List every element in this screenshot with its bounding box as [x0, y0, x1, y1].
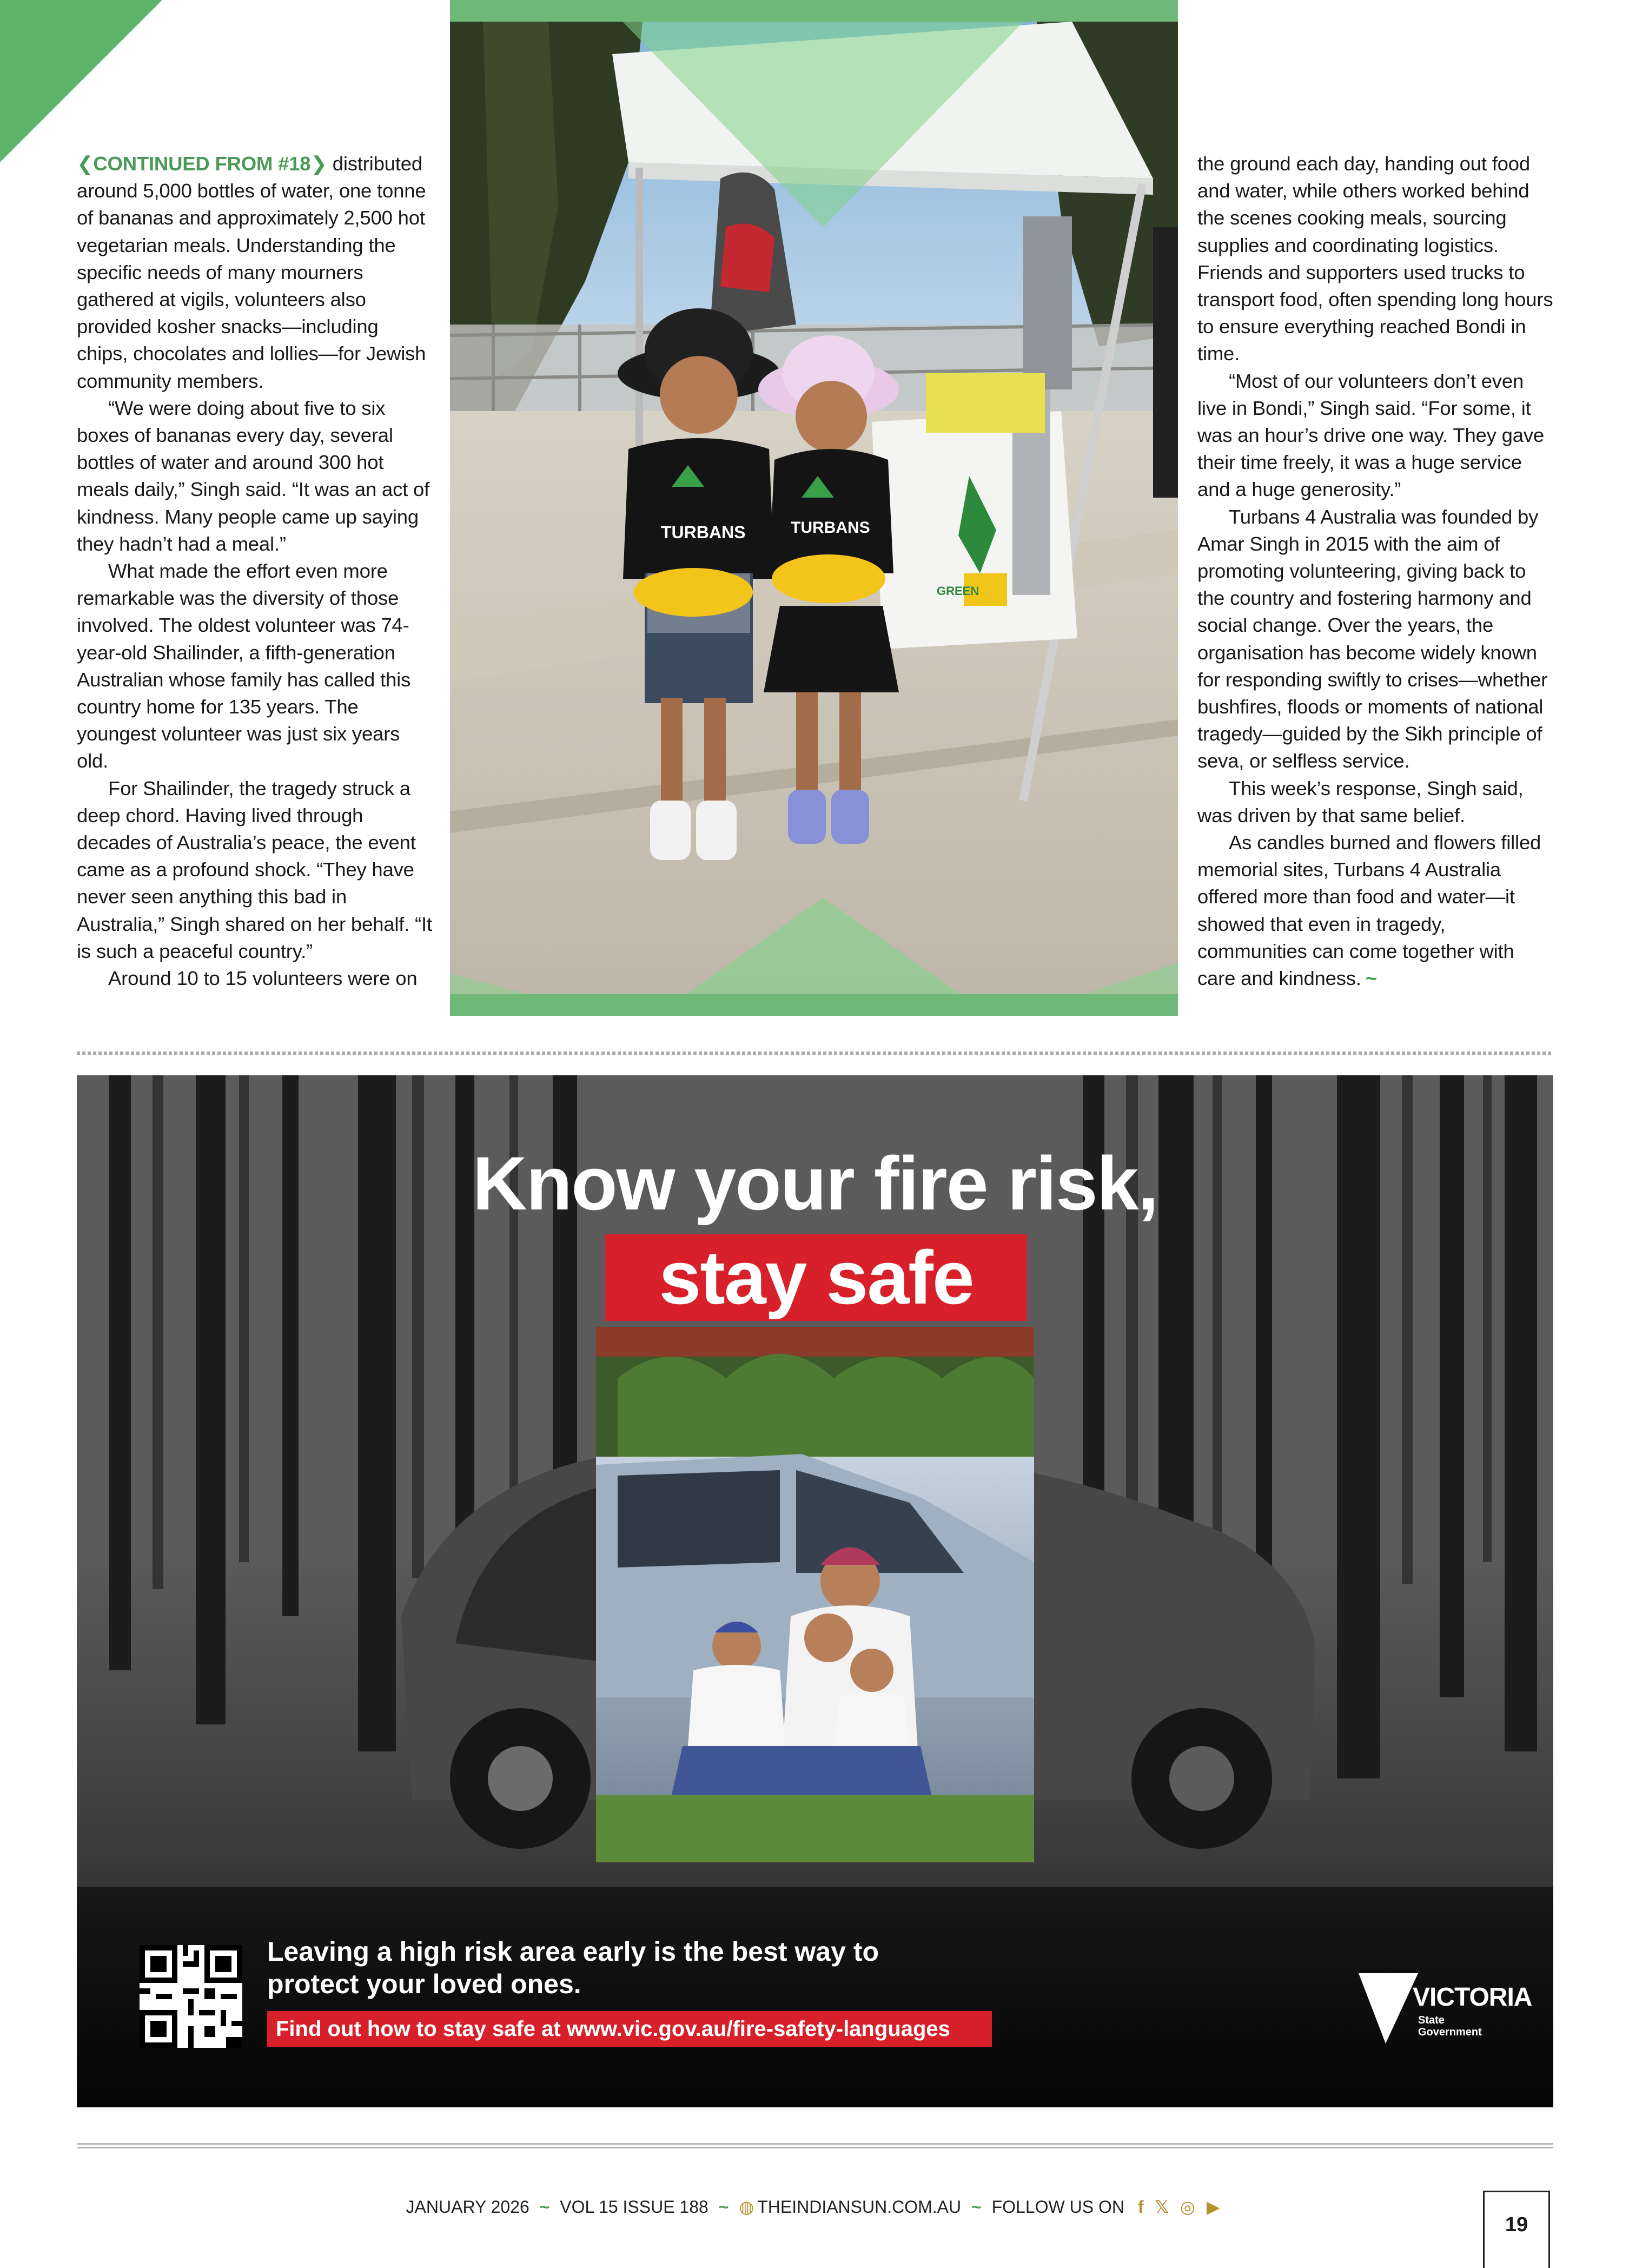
- footer-website-link[interactable]: THEINDIANSUN.COM.AU: [757, 2197, 962, 2217]
- page-footer: [0, 2196, 1629, 2218]
- ad-website-link[interactable]: Find out how to stay safe at www.vic.gov.au/fire-safety-languages: [276, 2017, 950, 2041]
- page-number-box: [1483, 2191, 1550, 2268]
- continued-from-label: ❮CONTINUED FROM #18❯: [77, 153, 327, 175]
- article-column-left: [77, 150, 434, 992]
- fire-safety-advertisement[interactable]: [77, 1075, 1553, 2107]
- article-paragraph: the ground each day, handing out food and water, while others worked behind the scenes cooking meals, sourcing supplies and coordinating logistics. Friends and supporters used trucks to transport food, often spending long hours to ensure everything reached Bondi in time.: [1197, 153, 1553, 365]
- article-paragraph: For Shailinder, the tragedy struck a deep chord. Having lived through decades of Australia’s peace, the event came as a profound shock. “They have never seen anything this bad in Australia,” Singh shared on her behalf. “It is such a peaceful country.”: [77, 777, 432, 962]
- globe-icon: ◍: [739, 2197, 754, 2217]
- separator-icon: ~: [718, 2197, 729, 2217]
- article-paragraph: This week’s response, Singh said, was driven by that same belief.: [1197, 777, 1524, 826]
- article-paragraph: Around 10 to 15 volunteers were on: [108, 967, 418, 990]
- article-column-right: [1197, 150, 1554, 992]
- article-paragraph: “We were doing about five to six boxes of bananas every day, several bottles of water and around 300 hot meals daily,” Singh said. “It was an act of kindness. Many people came up saying they hadn’t had a meal.”: [77, 396, 430, 555]
- footer-issue: VOL 15 ISSUE 188: [560, 2197, 708, 2217]
- x-twitter-icon[interactable]: 𝕏: [1155, 2197, 1169, 2217]
- youtube-icon[interactable]: ▶: [1206, 2197, 1220, 2217]
- article-paragraph: As candles burned and flowers filled memorial sites, Turbans 4 Australia offered more than food and water—it showed that even in tragedy, communities can come together with care and kindness. ~: [1197, 831, 1541, 990]
- page-number: 19: [1505, 2213, 1528, 2236]
- article-paragraph: “Most of our volunteers don’t even live in Bondi,” Singh said. “For some, it was an hour’s drive one way. They gave their time freely, it was a huge service and a huge generosity.”: [1197, 369, 1544, 501]
- end-mark-icon: ~: [1365, 967, 1377, 990]
- shirt-text-right: TURBANS: [791, 519, 870, 537]
- ad-headline: Know your fire risk,: [472, 1141, 1158, 1226]
- footer-date: JANUARY 2026: [406, 2197, 529, 2217]
- section-divider: [77, 1052, 1553, 1055]
- victoria-logo-subtitle: State Government: [1418, 2014, 1482, 2038]
- separator-icon: ~: [539, 2197, 550, 2217]
- qr-code-icon[interactable]: [140, 1945, 242, 2048]
- photo-frame-bottom: [450, 994, 1178, 1016]
- separator-icon: ~: [971, 2197, 982, 2217]
- shirt-text-left: TURBANS: [661, 523, 746, 542]
- article-paragraph: What made the effort even more remarkable was the diversity of those involved. The oldest volunteer was 74-year-old Shailinder, a fifth-generation Australian whose family has called this country home for 135 years. The youngest volunteer was just six years old.: [77, 560, 411, 772]
- article-paragraph: ❮CONTINUED FROM #18❯ distributed around 5,000 bottles of water, one tonne of bananas and approximately 2,500 hot vegetarian meals. Understanding the specific needs of many mourners gathered at vigils, volunteers also provided kosher snacks—including chips, chocolates and lollies—for Jewish community members.: [77, 153, 426, 392]
- instagram-icon[interactable]: ◎: [1180, 2197, 1195, 2217]
- article-paragraph: Turbans 4 Australia was founded by Amar Singh in 2015 with the aim of promoting volunteering, giving back to the country and fostering harmony and social change. Over the years, the organisation has become widely known for responding swiftly to crises—whether bushfires, floods or moments of national tragedy—guided by the Sikh principle of seva, or selfless service.: [1197, 505, 1548, 772]
- footer-follow-label: FOLLOW US ON: [991, 2197, 1124, 2217]
- social-links: [1135, 2196, 1223, 2218]
- footer-divider: [77, 2143, 1553, 2148]
- ad-body-copy: Leaving a high risk area early is the best way to protect your loved ones.: [267, 1936, 879, 1999]
- photo-frame-top: [450, 0, 1178, 22]
- corner-accent: [0, 0, 162, 162]
- volunteers-photo-illustration: [450, 0, 1178, 1016]
- facebook-icon[interactable]: f: [1137, 2197, 1144, 2217]
- sign-text: GREEN: [937, 584, 979, 598]
- ad-subheadline: stay safe: [659, 1235, 974, 1320]
- article-photo: [450, 0, 1178, 1016]
- victoria-logo-name: VICTORIA: [1413, 1983, 1532, 2012]
